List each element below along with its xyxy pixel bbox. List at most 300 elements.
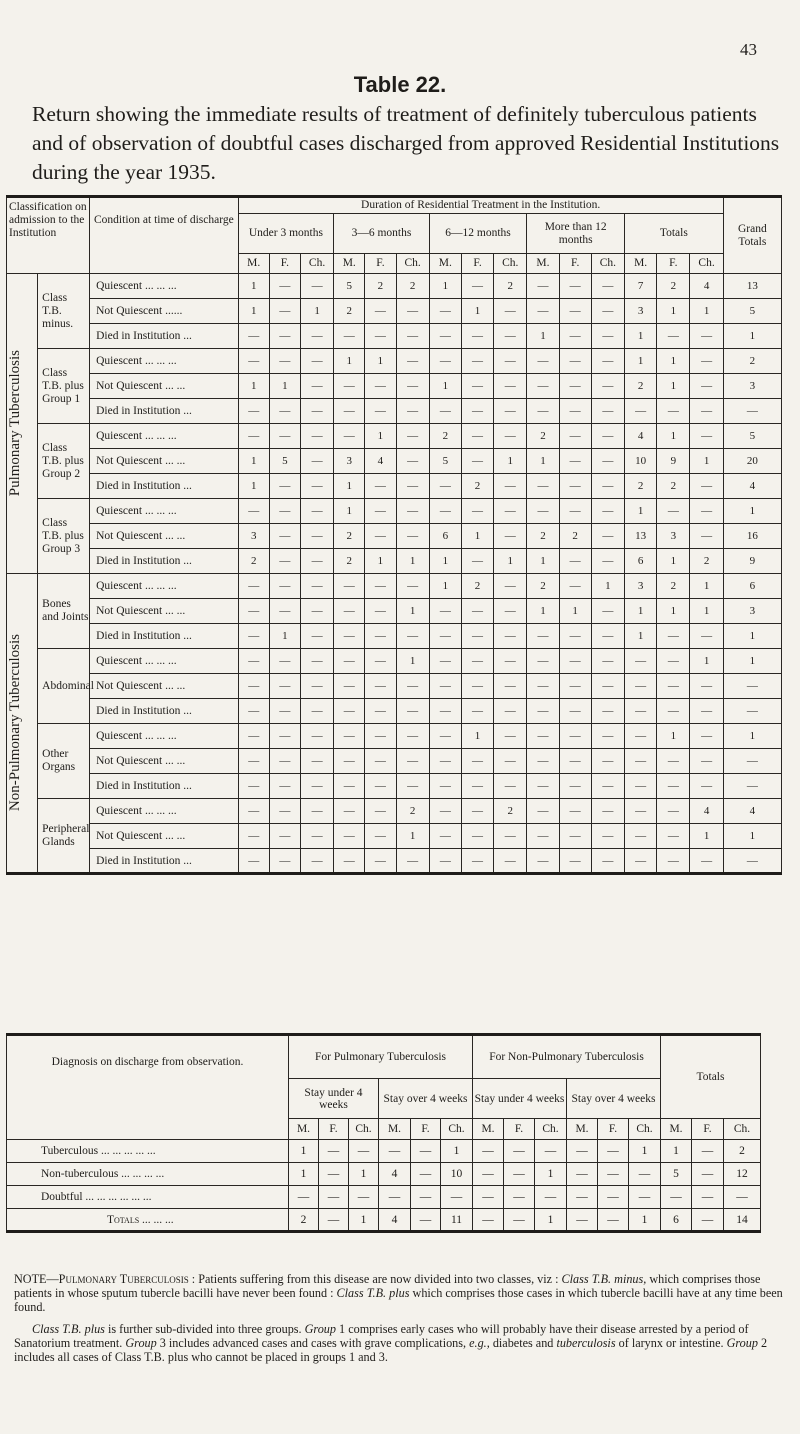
table-row [7, 799, 782, 824]
value-cell: 4 [723, 799, 781, 824]
value-cell: — [657, 749, 690, 774]
value-cell: — [334, 574, 365, 599]
value-cell: 1 [527, 599, 559, 624]
value-cell: — [396, 374, 429, 399]
value-cell: 5 [723, 424, 781, 449]
table-row [7, 549, 782, 574]
value-cell: — [334, 424, 365, 449]
value-cell: — [559, 299, 591, 324]
value-cell: — [591, 299, 624, 324]
value-cell: — [494, 299, 527, 324]
value-cell: — [461, 624, 493, 649]
value-cell: — [334, 724, 365, 749]
value-cell: — [559, 324, 591, 349]
value-cell: — [334, 849, 365, 874]
sex-subheader: F. [559, 254, 591, 274]
value-cell: — [494, 474, 527, 499]
condition-label: Not Quiescent ... ... [90, 449, 239, 474]
sex-subheader: M. [289, 1119, 319, 1140]
value-cell: — [494, 524, 527, 549]
sex-subheader: M. [625, 254, 657, 274]
value-cell: — [429, 324, 461, 349]
value-cell: — [365, 599, 396, 624]
value-cell: — [527, 749, 559, 774]
value-cell: — [349, 1140, 379, 1163]
value-cell: 11 [441, 1209, 473, 1232]
value-cell: 1 [289, 1163, 319, 1186]
value-cell: — [473, 1186, 504, 1209]
value-cell: 2 [527, 574, 559, 599]
value-cell: — [396, 774, 429, 799]
value-cell: 1 [690, 299, 723, 324]
value-cell: — [429, 474, 461, 499]
value-cell: — [504, 1186, 535, 1209]
table-row [7, 424, 782, 449]
value-cell: 3 [723, 599, 781, 624]
value-cell: — [334, 674, 365, 699]
value-cell: — [591, 749, 624, 774]
value-cell: — [657, 624, 690, 649]
value-cell: — [527, 499, 559, 524]
value-cell: 5 [269, 449, 300, 474]
value-cell: — [396, 324, 429, 349]
value-cell: 3 [625, 299, 657, 324]
class-label: Class T.B. minus. [38, 274, 90, 349]
condition-label: Died in Institution ... [90, 324, 239, 349]
value-cell: 1 [365, 424, 396, 449]
value-cell: 1 [625, 499, 657, 524]
pulmonary-header: For Pulmonary Tuberculosis [289, 1035, 473, 1079]
value-cell: — [269, 699, 300, 724]
value-cell: — [461, 549, 493, 574]
value-cell: — [269, 724, 300, 749]
value-cell: — [365, 849, 396, 874]
value-cell: 1 [365, 349, 396, 374]
value-cell: — [365, 724, 396, 749]
value-cell: — [591, 324, 624, 349]
value-cell: 2 [289, 1209, 319, 1232]
value-cell: — [269, 824, 300, 849]
value-cell: — [396, 699, 429, 724]
value-cell: — [300, 324, 333, 349]
value-cell: — [559, 349, 591, 374]
value-cell: — [591, 849, 624, 874]
value-cell: 1 [461, 524, 493, 549]
value-cell: — [461, 324, 493, 349]
value-cell: 1 [494, 449, 527, 474]
value-cell: 1 [625, 349, 657, 374]
value-cell: — [461, 849, 493, 874]
value-cell: 2 [396, 799, 429, 824]
value-cell: — [559, 399, 591, 424]
value-cell: — [527, 299, 559, 324]
condition-label: Quiescent ... ... ... [90, 574, 239, 599]
value-cell: — [527, 374, 559, 399]
value-cell: — [591, 699, 624, 724]
value-cell: — [429, 674, 461, 699]
condition-label: Died in Institution ... [90, 699, 239, 724]
value-cell: — [591, 274, 624, 299]
value-cell: — [269, 799, 300, 824]
value-cell: — [690, 474, 723, 499]
value-cell: — [591, 424, 624, 449]
value-cell: 1 [657, 299, 690, 324]
value-cell: — [494, 849, 527, 874]
footnote-lead: NOTE—Pulmonary Tuberculosis : [14, 1272, 196, 1286]
value-cell: 2 [527, 424, 559, 449]
value-cell: — [319, 1209, 349, 1232]
value-cell: — [396, 424, 429, 449]
condition-label: Quiescent ... ... ... [90, 724, 239, 749]
value-cell: — [334, 774, 365, 799]
value-cell: — [269, 474, 300, 499]
value-cell: — [300, 799, 333, 824]
value-cell: — [723, 749, 781, 774]
observation-results-table [6, 1033, 761, 1233]
value-cell: 2 [494, 274, 527, 299]
value-cell: 1 [429, 274, 461, 299]
classification-header: Classification on admission to the Institution [7, 197, 90, 274]
value-cell: — [300, 674, 333, 699]
value-cell: — [494, 399, 527, 424]
value-cell: 1 [723, 649, 781, 674]
table-row [7, 649, 782, 674]
value-cell: 2 [461, 474, 493, 499]
value-cell: — [657, 674, 690, 699]
value-cell: — [461, 749, 493, 774]
value-cell: 1 [429, 574, 461, 599]
duration-group-header: 3—6 months [334, 214, 430, 254]
value-cell: 1 [349, 1163, 379, 1186]
value-cell: — [334, 324, 365, 349]
value-cell: 13 [625, 524, 657, 549]
value-cell: — [559, 699, 591, 724]
value-cell: 1 [723, 624, 781, 649]
value-cell: — [461, 824, 493, 849]
value-cell: — [238, 649, 269, 674]
value-cell: — [723, 399, 781, 424]
sex-subheader: Ch. [349, 1119, 379, 1140]
value-cell: — [429, 849, 461, 874]
sex-subheader: Ch. [591, 254, 624, 274]
value-cell: — [429, 799, 461, 824]
value-cell: 1 [661, 1140, 692, 1163]
value-cell: — [238, 399, 269, 424]
table-row [7, 274, 782, 299]
section-label: Non-Pulmonary Tuberculosis [7, 634, 23, 812]
value-cell: — [527, 399, 559, 424]
value-cell: — [527, 724, 559, 749]
value-cell: 1 [690, 649, 723, 674]
value-cell: — [300, 824, 333, 849]
value-cell: — [300, 624, 333, 649]
value-cell: 10 [441, 1163, 473, 1186]
value-cell: — [690, 674, 723, 699]
value-cell: — [269, 424, 300, 449]
value-cell: — [334, 399, 365, 424]
value-cell: 2 [657, 574, 690, 599]
condition-label: Quiescent ... ... ... [90, 424, 239, 449]
value-cell: 3 [334, 449, 365, 474]
value-cell: 1 [238, 474, 269, 499]
class-label: Class T.B. plus Group 2 [38, 424, 90, 499]
value-cell: 2 [334, 299, 365, 324]
value-cell: — [238, 574, 269, 599]
value-cell: — [494, 324, 527, 349]
value-cell: 6 [625, 549, 657, 574]
value-cell: 1 [429, 549, 461, 574]
value-cell: 1 [334, 349, 365, 374]
table-row [7, 599, 782, 624]
value-cell: — [429, 599, 461, 624]
value-cell: — [365, 749, 396, 774]
value-cell: — [494, 724, 527, 749]
value-cell: 4 [365, 449, 396, 474]
value-cell: 5 [723, 299, 781, 324]
value-cell: — [365, 624, 396, 649]
value-cell: — [365, 574, 396, 599]
value-cell: — [559, 499, 591, 524]
value-cell: 6 [723, 574, 781, 599]
value-cell: — [396, 349, 429, 374]
condition-label: Died in Institution ... [90, 549, 239, 574]
value-cell: 2 [527, 524, 559, 549]
value-cell: 3 [238, 524, 269, 549]
table-row [7, 349, 782, 374]
sex-subheader: M. [473, 1119, 504, 1140]
value-cell: 3 [657, 524, 690, 549]
sex-subheader: F. [657, 254, 690, 274]
value-cell: — [591, 799, 624, 824]
value-cell: — [365, 474, 396, 499]
value-cell: — [473, 1209, 504, 1232]
value-cell: 1 [690, 449, 723, 474]
sex-subheader: M. [661, 1119, 692, 1140]
value-cell: — [591, 649, 624, 674]
value-cell: 5 [661, 1163, 692, 1186]
value-cell: 7 [625, 274, 657, 299]
value-cell: — [429, 299, 461, 324]
value-cell: — [238, 624, 269, 649]
value-cell: — [429, 699, 461, 724]
value-cell: — [567, 1209, 598, 1232]
condition-label: Quiescent ... ... ... [90, 499, 239, 524]
value-cell: — [365, 374, 396, 399]
value-cell: — [365, 824, 396, 849]
value-cell: — [334, 599, 365, 624]
value-cell: — [625, 724, 657, 749]
footnote [14, 1272, 784, 1372]
section-label-cell [7, 574, 38, 874]
value-cell: — [238, 824, 269, 849]
value-cell: — [269, 749, 300, 774]
value-cell: — [269, 399, 300, 424]
diagnosis-label: Doubtful ... ... ... ... ... ... [7, 1186, 289, 1209]
value-cell: — [319, 1163, 349, 1186]
value-cell: — [334, 749, 365, 774]
value-cell: — [598, 1186, 629, 1209]
table-row [7, 374, 782, 399]
value-cell: 1 [334, 499, 365, 524]
value-cell: 1 [657, 549, 690, 574]
table-row [7, 749, 782, 774]
value-cell: — [429, 824, 461, 849]
table-row [7, 849, 782, 874]
value-cell: — [365, 499, 396, 524]
value-cell: — [461, 799, 493, 824]
value-cell: — [269, 524, 300, 549]
value-cell: — [269, 549, 300, 574]
value-cell: — [461, 449, 493, 474]
value-cell: — [461, 349, 493, 374]
value-cell: — [300, 424, 333, 449]
condition-label: Quiescent ... ... ... [90, 649, 239, 674]
value-cell: — [461, 424, 493, 449]
value-cell: — [527, 799, 559, 824]
value-cell: — [349, 1186, 379, 1209]
value-cell: — [238, 799, 269, 824]
value-cell: 1 [269, 624, 300, 649]
nonpulm-stay-over-header: Stay over 4 weeks [567, 1079, 661, 1119]
value-cell: — [598, 1140, 629, 1163]
value-cell: — [300, 374, 333, 399]
sex-subheader: M. [334, 254, 365, 274]
value-cell: 1 [690, 574, 723, 599]
pulm-stay-over-header: Stay over 4 weeks [379, 1079, 473, 1119]
value-cell: 2 [657, 474, 690, 499]
table-row [7, 524, 782, 549]
value-cell: — [690, 399, 723, 424]
value-cell: — [690, 374, 723, 399]
value-cell: — [598, 1163, 629, 1186]
value-cell: 3 [625, 574, 657, 599]
value-cell: 1 [289, 1140, 319, 1163]
value-cell: — [559, 749, 591, 774]
value-cell: — [494, 824, 527, 849]
value-cell: — [473, 1140, 504, 1163]
value-cell: — [690, 849, 723, 874]
value-cell: — [365, 799, 396, 824]
value-cell: — [300, 774, 333, 799]
condition-header: Condition at time of discharge [90, 197, 239, 274]
value-cell: — [559, 849, 591, 874]
footnote-paragraph-1: NOTE—Pulmonary Tuberculosis : Patients suffering from this disease are now divided into two classes, viz : Class T.B. minus, which comprises those patients in whose sputum tubercle bacilli have never been found : Class T.B. plus which comprises those cases in which tubercle bacilli have at any time been found. [14, 1272, 783, 1314]
condition-label: Quiescent ... ... ... [90, 349, 239, 374]
value-cell: — [690, 524, 723, 549]
value-cell: 9 [723, 549, 781, 574]
value-cell: — [269, 649, 300, 674]
duration-group-header: Totals [625, 214, 724, 254]
value-cell: 1 [723, 824, 781, 849]
value-cell: 1 [349, 1209, 379, 1232]
table-row [7, 324, 782, 349]
value-cell: — [411, 1140, 441, 1163]
table-subtitle: Return showing the immediate results of treatment of definitely tuberculous patients and of observation of doubtful cases discharged from approved Residential Institutions during the year 1935. [32, 102, 780, 184]
value-cell: — [527, 699, 559, 724]
value-cell: — [461, 399, 493, 424]
value-cell: — [567, 1163, 598, 1186]
value-cell: — [379, 1140, 411, 1163]
value-cell: 3 [723, 374, 781, 399]
value-cell: — [411, 1163, 441, 1186]
value-cell: — [591, 624, 624, 649]
value-cell: 1 [238, 449, 269, 474]
sex-subheader: F. [692, 1119, 724, 1140]
value-cell: — [429, 499, 461, 524]
value-cell: — [365, 674, 396, 699]
value-cell: 1 [625, 599, 657, 624]
condition-label: Not Quiescent ... ... [90, 749, 239, 774]
condition-label: Not Quiescent ... ... [90, 524, 239, 549]
value-cell: 9 [657, 449, 690, 474]
value-cell: — [591, 374, 624, 399]
value-cell: — [657, 824, 690, 849]
value-cell: — [657, 799, 690, 824]
value-cell: — [300, 749, 333, 774]
value-cell: — [300, 349, 333, 374]
condition-label: Not Quiescent ...... [90, 299, 239, 324]
condition-label: Died in Institution ... [90, 474, 239, 499]
value-cell: — [494, 649, 527, 674]
value-cell: — [692, 1140, 724, 1163]
value-cell: 1 [625, 624, 657, 649]
value-cell: — [300, 849, 333, 874]
value-cell: 1 [461, 299, 493, 324]
value-cell: 2 [396, 274, 429, 299]
value-cell: — [527, 774, 559, 799]
value-cell: 4 [379, 1163, 411, 1186]
value-cell: 1 [723, 324, 781, 349]
table-row [7, 624, 782, 649]
grand-totals-header: Grand Totals [723, 197, 781, 274]
value-cell: — [559, 799, 591, 824]
value-cell: 2 [461, 574, 493, 599]
value-cell: — [238, 774, 269, 799]
value-cell: 2 [625, 474, 657, 499]
table-row [7, 1163, 761, 1186]
table-row [7, 699, 782, 724]
value-cell: — [591, 349, 624, 374]
table-row [7, 399, 782, 424]
treatment-results-table [6, 195, 782, 875]
value-cell: — [567, 1140, 598, 1163]
value-cell: — [365, 524, 396, 549]
value-cell: — [396, 299, 429, 324]
value-cell: 2 [625, 374, 657, 399]
value-cell: — [559, 449, 591, 474]
value-cell: — [723, 849, 781, 874]
value-cell: — [334, 799, 365, 824]
value-cell: 1 [629, 1140, 661, 1163]
value-cell: — [598, 1209, 629, 1232]
value-cell: — [535, 1186, 567, 1209]
value-cell: — [429, 349, 461, 374]
value-cell: — [396, 674, 429, 699]
value-cell: — [723, 699, 781, 724]
value-cell: 2 [429, 424, 461, 449]
value-cell: — [591, 724, 624, 749]
value-cell: — [559, 624, 591, 649]
value-cell: — [494, 749, 527, 774]
value-cell: — [690, 624, 723, 649]
value-cell: — [723, 674, 781, 699]
value-cell: — [657, 399, 690, 424]
value-cell: 1 [657, 424, 690, 449]
value-cell: — [559, 374, 591, 399]
value-cell: — [690, 724, 723, 749]
value-cell: 1 [238, 274, 269, 299]
value-cell: 12 [724, 1163, 761, 1186]
